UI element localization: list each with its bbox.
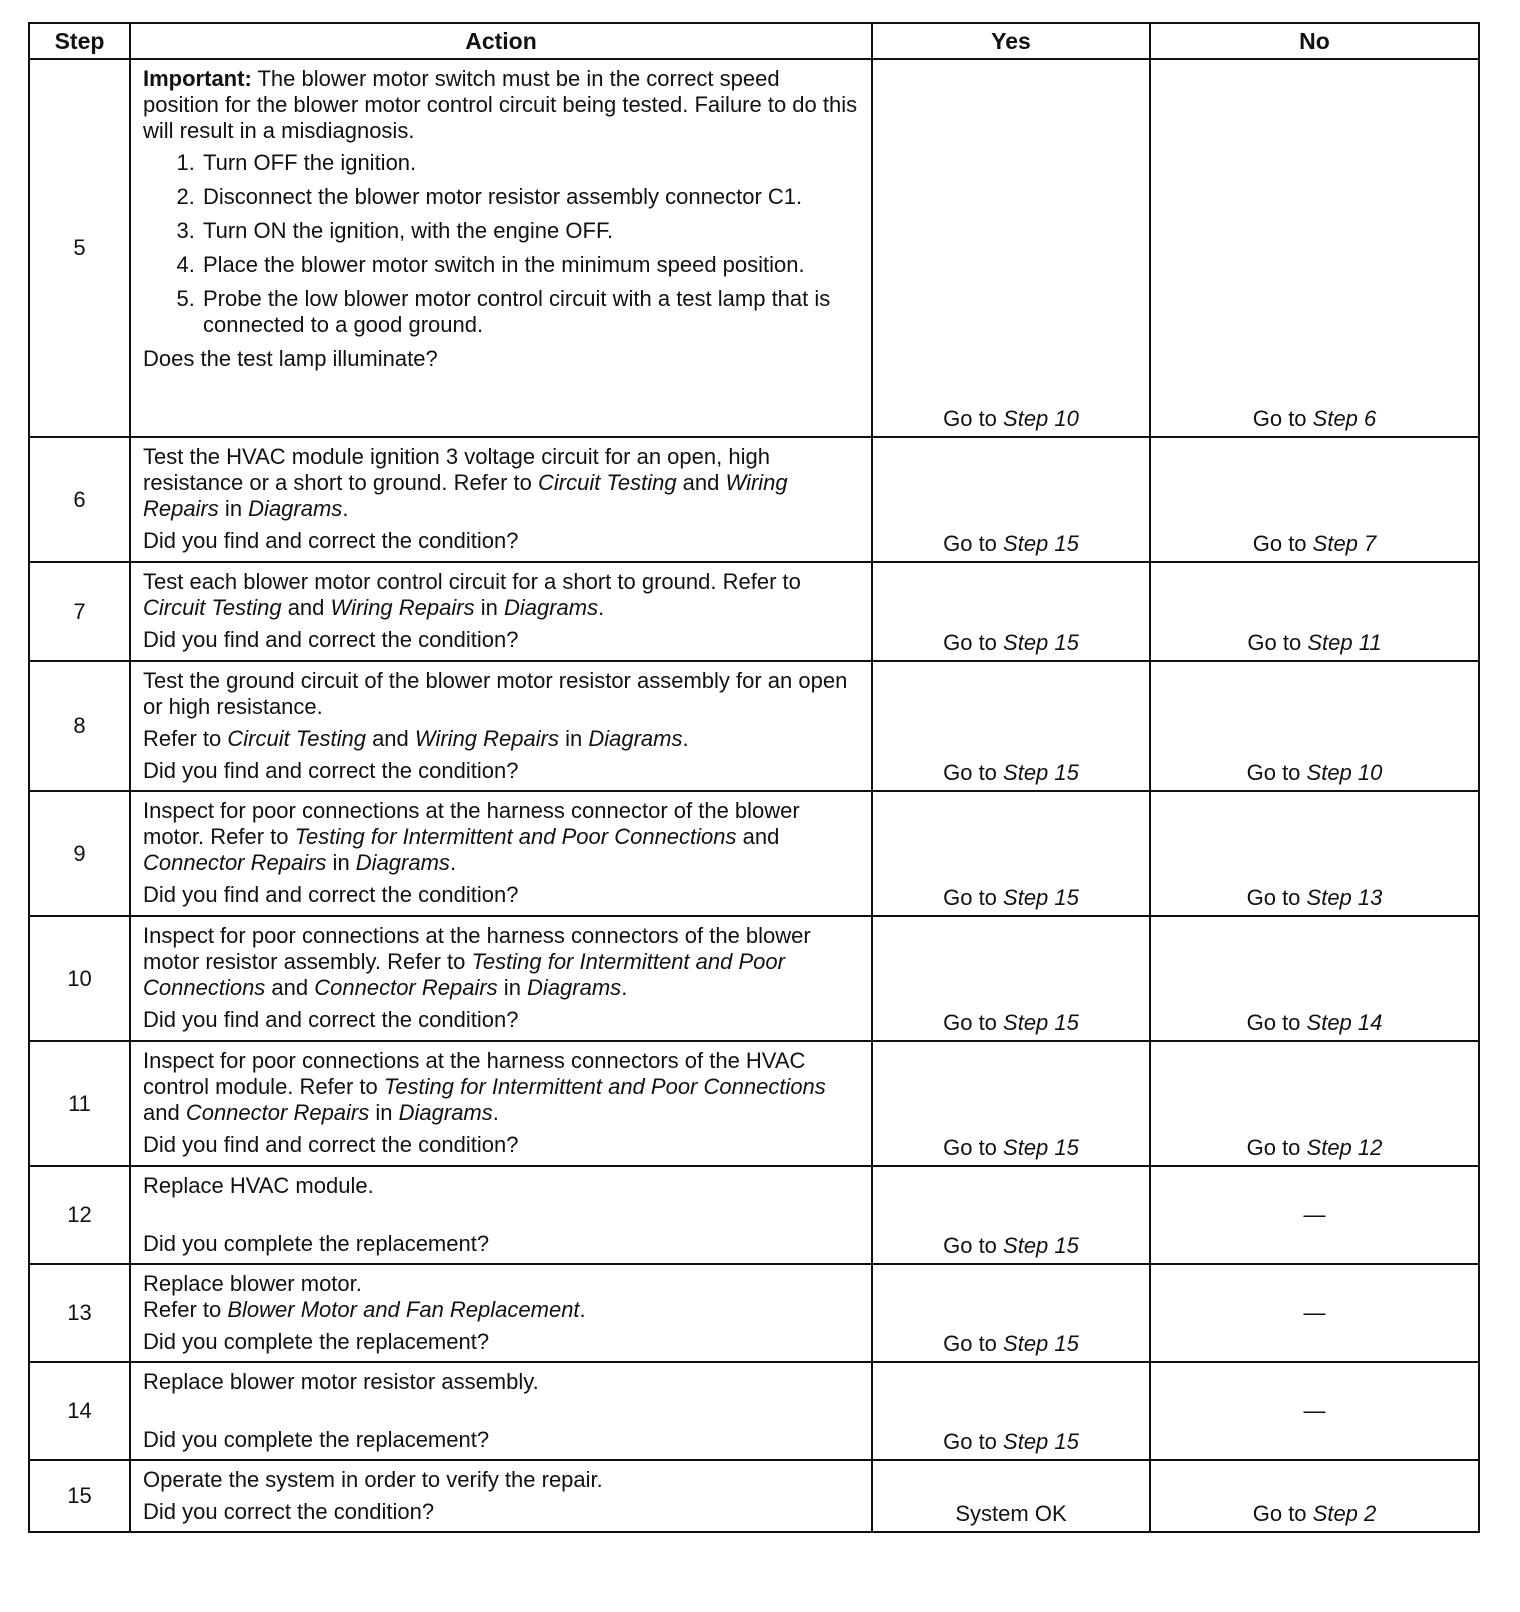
step-number: 13 <box>29 1264 130 1362</box>
no-prefix: Go to <box>1252 1501 1313 1526</box>
no-step-link[interactable]: Step 11 <box>1307 630 1382 655</box>
action-cell <box>130 1362 872 1460</box>
action-cell <box>130 1041 872 1166</box>
instruction <box>143 569 859 621</box>
instruction-text: Inspect for poor connections at the harness connectors of the HVAC control module. Refer to <box>143 1048 806 1099</box>
list-item: 2. Disconnect the blower motor resistor assembly connector C1. <box>201 184 859 210</box>
step-number: 9 <box>29 791 130 916</box>
instruction-text: Test each blower motor control circuit for a short to ground. Refer to <box>143 569 801 594</box>
question: Did you find and correct the condition? <box>143 758 519 783</box>
no-step-link[interactable]: Step 2 <box>1312 1501 1377 1526</box>
no-cell <box>1150 562 1479 661</box>
instruction-text: . <box>598 595 605 620</box>
reference-link[interactable]: Connector Repairs <box>185 1100 370 1125</box>
instruction: Operate the system in order to verify the repair. <box>143 1467 603 1492</box>
table-row <box>29 1460 1479 1532</box>
no-cell <box>1150 1264 1479 1362</box>
instruction: Test the ground circuit of the blower motor resistor assembly for an open or high resistance. <box>143 668 848 719</box>
instruction: Replace HVAC module. <box>143 1173 374 1198</box>
no-prefix: Go to <box>1246 1135 1307 1160</box>
instruction-text: Refer to <box>143 1297 228 1322</box>
no-prefix: Go to <box>1247 630 1308 655</box>
no-step-link[interactable]: Step 6 <box>1312 406 1377 431</box>
yes-prefix: Go to <box>943 1135 1004 1160</box>
instruction-text: in <box>326 850 356 875</box>
no-cell <box>1150 791 1479 916</box>
no-cell <box>1150 916 1479 1041</box>
instruction-text: and <box>736 824 780 849</box>
action-cell <box>130 916 872 1041</box>
no-step-link[interactable]: Step 7 <box>1312 531 1377 556</box>
action-cell <box>130 1264 872 1362</box>
procedure-list <box>143 150 859 338</box>
yes-step-link[interactable]: Step 15 <box>1003 885 1079 910</box>
action-cell <box>130 437 872 562</box>
reference-link[interactable]: Diagrams <box>248 496 343 521</box>
no-dash: — <box>1303 1300 1326 1325</box>
no-step-link[interactable]: Step 12 <box>1306 1135 1383 1160</box>
instruction-text: Inspect for poor connections at the harness connector of the blower motor. Refer to <box>143 798 800 849</box>
no-step-link[interactable]: Step 14 <box>1306 1010 1383 1035</box>
no-cell <box>1150 59 1479 437</box>
instruction-text: in <box>474 595 504 620</box>
question: Did you correct the condition? <box>143 1499 435 1524</box>
instruction-text: in <box>369 1100 399 1125</box>
instruction-text: and <box>143 1100 186 1125</box>
yes-step-link[interactable]: Step 15 <box>1003 1233 1079 1258</box>
header-yes: Yes <box>872 23 1150 59</box>
header-row <box>29 23 1479 59</box>
yes-step-link[interactable]: Step 15 <box>1003 531 1079 556</box>
instruction <box>143 444 859 522</box>
yes-cell <box>872 661 1150 791</box>
step-number: 14 <box>29 1362 130 1460</box>
step-number: 8 <box>29 661 130 791</box>
table-row <box>29 1041 1479 1166</box>
yes-step-link[interactable]: Step 15 <box>1003 1429 1079 1454</box>
question: Did you complete the replacement? <box>143 1329 490 1354</box>
diagnostic-table <box>28 22 1480 1533</box>
no-cell <box>1150 1041 1479 1166</box>
action-cell <box>130 791 872 916</box>
table-row <box>29 916 1479 1041</box>
reference-link[interactable]: Blower Motor and Fan Replacement <box>227 1297 580 1322</box>
yes-step-link[interactable]: Step 10 <box>1003 406 1079 431</box>
reference-link[interactable]: Connector Repairs <box>314 975 498 1000</box>
question: Did you find and correct the condition? <box>143 1007 519 1032</box>
no-dash: — <box>1303 1398 1326 1423</box>
no-prefix: Go to <box>1252 531 1313 556</box>
yes-prefix: Go to <box>943 630 1004 655</box>
table-row <box>29 59 1479 437</box>
yes-cell <box>872 791 1150 916</box>
important-label: Important: <box>143 66 252 91</box>
instruction-text: Test the HVAC module ignition 3 voltage circuit for an open, high resistance or a short to ground. Refer to <box>143 444 770 495</box>
question: Did you find and correct the condition? <box>143 882 519 907</box>
reference-link[interactable]: Testing for Intermittent and Poor Connections <box>294 824 737 849</box>
no-cell <box>1150 1362 1479 1460</box>
instruction: Replace blower motor resistor assembly. <box>143 1369 539 1394</box>
reference-link[interactable]: Diagrams <box>588 726 683 751</box>
table-row <box>29 437 1479 562</box>
yes-step-link[interactable]: Step 15 <box>1003 760 1079 785</box>
instruction-text: . <box>682 726 689 751</box>
reference-link[interactable]: Testing for Intermittent and Poor Connections <box>383 1074 826 1099</box>
yes-cell <box>872 1460 1150 1532</box>
reference-link[interactable]: Diagrams <box>503 595 599 620</box>
yes-prefix: Go to <box>943 531 1004 556</box>
yes-step-link[interactable]: Step 15 <box>1003 1135 1079 1160</box>
instruction-text: . <box>579 1297 586 1322</box>
question: Did you find and correct the condition? <box>143 627 519 652</box>
yes-step-link[interactable]: Step 15 <box>1003 630 1079 655</box>
no-cell <box>1150 1460 1479 1532</box>
action-cell <box>130 562 872 661</box>
instruction: Replace blower motor. <box>143 1271 362 1296</box>
instruction-text: and <box>265 975 315 1000</box>
yes-step-link[interactable]: Step 15 <box>1003 1010 1079 1035</box>
instruction-text: in <box>218 496 249 521</box>
reference-link[interactable]: Circuit Testing <box>143 595 282 620</box>
no-prefix: Go to <box>1252 406 1313 431</box>
step-number: 12 <box>29 1166 130 1264</box>
step-number: 10 <box>29 916 130 1041</box>
no-prefix: Go to <box>1246 1010 1307 1035</box>
yes-cell <box>872 1264 1150 1362</box>
step-number: 15 <box>29 1460 130 1532</box>
instruction-text: in <box>558 726 589 751</box>
no-prefix: Go to <box>1246 760 1307 785</box>
yes-cell <box>872 1362 1150 1460</box>
instruction-text: Refer to <box>143 726 228 751</box>
instruction-text: . <box>492 1100 499 1125</box>
action-cell <box>130 59 872 437</box>
no-cell <box>1150 437 1479 562</box>
reference-link[interactable]: Diagrams <box>355 850 450 875</box>
yes-cell <box>872 59 1150 437</box>
header-no: No <box>1150 23 1479 59</box>
reference-link[interactable]: Wiring Repairs <box>143 470 788 521</box>
instruction-text: in <box>497 975 528 1000</box>
step-number: 11 <box>29 1041 130 1166</box>
reference-link[interactable]: Connector Repairs <box>143 850 327 875</box>
reference-link[interactable]: Wiring Repairs <box>414 726 559 751</box>
instruction-text: . <box>621 975 628 1000</box>
table-row <box>29 562 1479 661</box>
yes-cell <box>872 1166 1150 1264</box>
table-row <box>29 1166 1479 1264</box>
instruction-text: . <box>342 496 349 521</box>
question: Did you complete the replacement? <box>143 1231 490 1256</box>
no-prefix: Go to <box>1246 885 1307 910</box>
yes-cell <box>872 562 1150 661</box>
table-row <box>29 1362 1479 1460</box>
instruction-text: . <box>449 850 457 875</box>
reference-link[interactable]: Wiring Repairs <box>330 595 475 620</box>
no-step-link[interactable]: Step 13 <box>1306 885 1383 910</box>
no-cell <box>1150 1166 1479 1264</box>
yes-prefix: Go to <box>943 1429 1004 1454</box>
list-item: 1. Turn OFF the ignition. <box>201 150 859 176</box>
reference-link[interactable]: Diagrams <box>398 1100 493 1125</box>
yes-prefix: Go to <box>943 760 1004 785</box>
reference-link[interactable]: Testing for Intermittent and Poor Connections <box>143 949 785 1000</box>
question: Did you find and correct the condition? <box>143 528 519 553</box>
list-item: 5. Probe the low blower motor control circuit with a test lamp that is connected to a good ground. <box>201 286 859 338</box>
yes-result: System OK <box>955 1501 1067 1526</box>
yes-prefix: Go to <box>943 1233 1004 1258</box>
yes-step-link[interactable]: Step 15 <box>1003 1331 1079 1356</box>
step-number: 5 <box>29 59 130 437</box>
list-item: 4. Place the blower motor switch in the minimum speed position. <box>201 252 859 278</box>
instruction <box>143 1048 859 1126</box>
no-step-link[interactable]: Step 10 <box>1306 760 1383 785</box>
yes-cell <box>872 437 1150 562</box>
important-text: The blower motor switch must be in the correct speed position for the blower motor control circuit being tested. Failure to do this will result in a misdiagnosis. <box>143 66 858 143</box>
important-note <box>143 66 859 144</box>
yes-cell <box>872 1041 1150 1166</box>
instruction <box>143 923 859 1001</box>
no-dash: — <box>1303 1202 1326 1227</box>
action-cell <box>130 1166 872 1264</box>
action-cell <box>130 661 872 791</box>
table-row <box>29 791 1479 916</box>
instruction <box>143 726 859 752</box>
instruction-text: and <box>281 595 331 620</box>
yes-prefix: Go to <box>943 885 1004 910</box>
yes-prefix: Go to <box>943 1010 1004 1035</box>
instruction-text: and <box>676 470 726 495</box>
reference-link[interactable]: Circuit Testing <box>537 470 677 495</box>
table-row <box>29 661 1479 791</box>
instruction <box>143 1297 859 1323</box>
header-action: Action <box>130 23 872 59</box>
yes-prefix: Go to <box>943 406 1004 431</box>
question: Did you find and correct the condition? <box>143 1132 519 1157</box>
reference-link[interactable]: Circuit Testing <box>227 726 366 751</box>
no-cell <box>1150 661 1479 791</box>
step-number: 6 <box>29 437 130 562</box>
header-step: Step <box>29 23 130 59</box>
instruction <box>143 798 859 876</box>
question: Does the test lamp illuminate? <box>143 346 438 371</box>
list-item: 3. Turn ON the ignition, with the engine OFF. <box>201 218 859 244</box>
instruction-text: and <box>365 726 415 751</box>
reference-link[interactable]: Diagrams <box>527 975 622 1000</box>
step-number: 7 <box>29 562 130 661</box>
question: Did you complete the replacement? <box>143 1427 490 1452</box>
yes-cell <box>872 916 1150 1041</box>
action-cell <box>130 1460 872 1532</box>
table-row <box>29 1264 1479 1362</box>
instruction-text: Inspect for poor connections at the harness connectors of the blower motor resistor assembly. Refer to <box>143 923 811 974</box>
yes-prefix: Go to <box>943 1331 1004 1356</box>
